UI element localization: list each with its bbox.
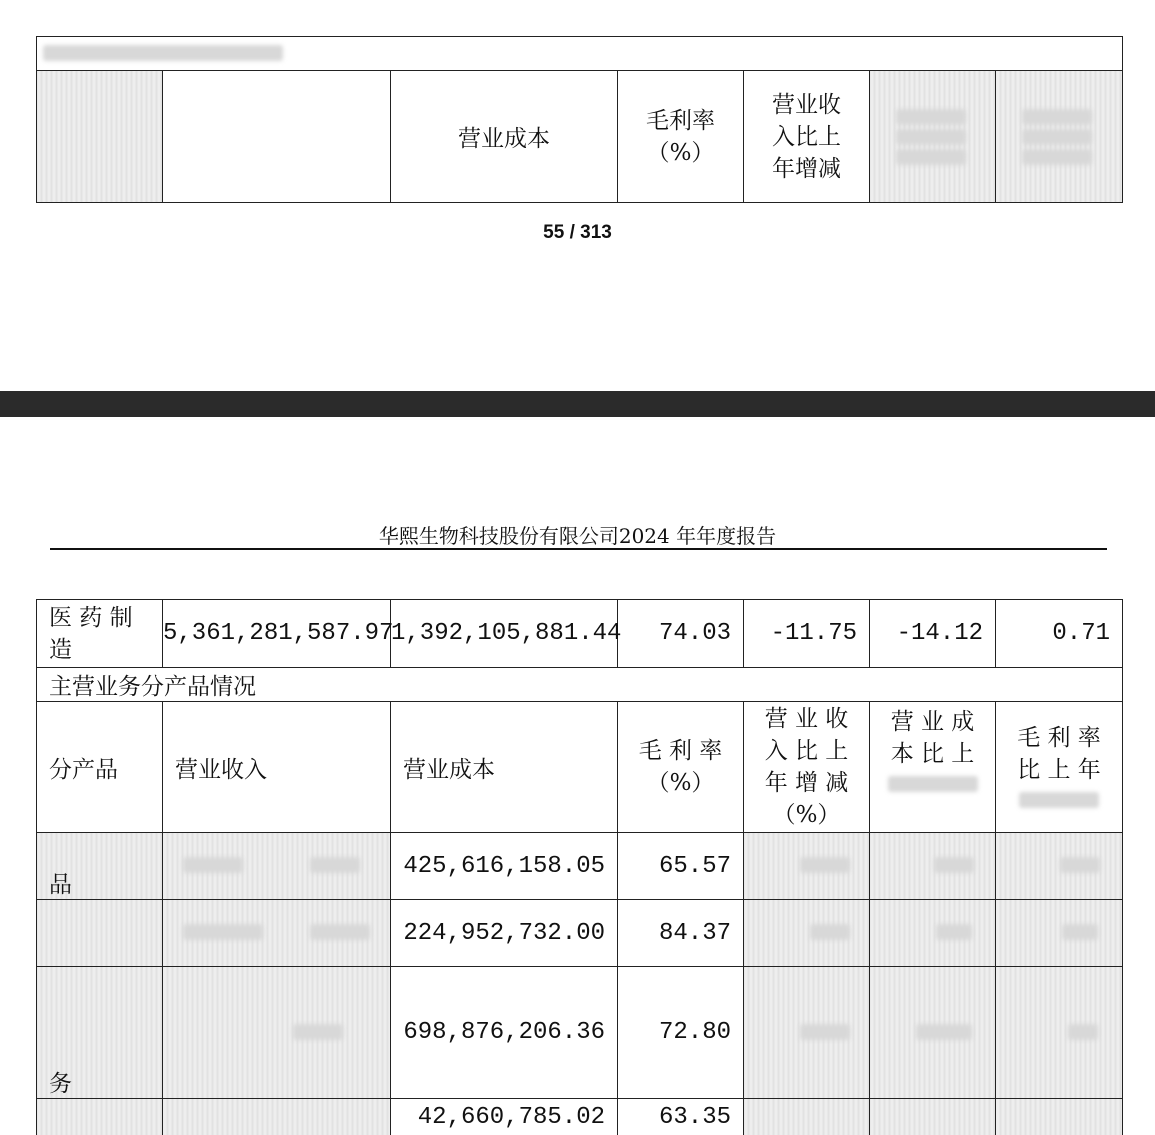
header-cost-change-line1: 营 业 成 [890, 709, 975, 735]
redacted-smudge [1068, 1024, 1098, 1040]
product-cost-change-redacted [870, 833, 996, 900]
redacted-smudge [1019, 792, 1099, 808]
redacted-smudge [310, 857, 360, 873]
product-row [37, 967, 1123, 1099]
product-cost-change-redacted [870, 967, 996, 1099]
industry-cost: 1,392,105,881.44 [391, 600, 618, 668]
product-revenue-redacted [163, 833, 391, 900]
header-gross-margin-line2: （%） [646, 770, 715, 796]
product-cost: 224,952,732.00 [391, 900, 618, 967]
redacted-smudge [293, 1024, 343, 1040]
industry-cost-change: -14.12 [870, 600, 996, 668]
product-cost: 42,660,785.02 [391, 1099, 618, 1135]
industry-label [37, 600, 163, 668]
report-header: 华熙生物科技股份有限公司2024 年年度报告 [378, 524, 777, 548]
product-revenue-redacted [163, 1099, 391, 1135]
product-header-row [37, 702, 1123, 833]
header-margin-change-line2: 比 上 年 [1017, 757, 1101, 783]
product-margin-change-redacted [996, 967, 1123, 1099]
industry-row [37, 600, 1123, 668]
top-header-revenue-change [744, 71, 870, 203]
top-header-cell-blurred [996, 71, 1123, 203]
product-gross-margin: 63.35 [618, 1099, 744, 1135]
industry-label-line2: 造 [49, 636, 72, 663]
top-header-cell-blurred [37, 71, 163, 203]
product-cost: 698,876,206.36 [391, 967, 618, 1099]
product-cost: 425,616,158.05 [391, 833, 618, 900]
redacted-smudge [888, 776, 978, 792]
redacted-smudge [916, 1024, 972, 1040]
product-margin-change-redacted [996, 900, 1123, 967]
product-cost-change-redacted [870, 1099, 996, 1135]
top-header-revenue-change-line3: 年增减 [772, 155, 841, 182]
redacted-smudge [934, 857, 974, 873]
header-revenue-change [744, 702, 870, 833]
redacted-smudge [896, 109, 966, 125]
redacted-smudge [896, 149, 966, 165]
page-number: 55 / 313 [543, 222, 612, 243]
product-row [37, 1099, 1123, 1135]
header-revenue-change-line3: 年 增 减 [764, 770, 849, 796]
product-margin-change-redacted [996, 833, 1123, 900]
product-label: 品 [37, 833, 163, 900]
section-title-row [37, 668, 1123, 702]
top-table-blank-cell [37, 37, 1123, 71]
industry-margin-change: 0.71 [996, 600, 1123, 668]
product-revenue-redacted [163, 900, 391, 967]
header-cost-change [870, 702, 996, 833]
header-cost: 营业成本 [391, 702, 618, 833]
product-revenue-change-redacted [744, 967, 870, 1099]
product-gross-margin: 84.37 [618, 900, 744, 967]
industry-gross-margin: 74.03 [618, 600, 744, 668]
redacted-smudge [1062, 924, 1098, 940]
product-label [37, 900, 163, 967]
product-revenue-change-redacted [744, 833, 870, 900]
top-header-gross-margin [618, 71, 744, 203]
industry-revenue: 5,361,281,587.97 [163, 600, 391, 668]
main-business-table [36, 599, 1123, 1135]
page-divider [0, 391, 1155, 417]
redacted-smudge [1060, 857, 1100, 873]
header-gross-margin-line1: 毛 利 率 [638, 738, 723, 764]
header-cost-change-line2: 本 比 上 [890, 741, 975, 767]
redacted-smudge [1022, 109, 1092, 125]
header-revenue-change-line1: 营 业 收 [764, 706, 849, 732]
top-table-header-row [37, 71, 1123, 203]
redacted-smudge [810, 924, 850, 940]
header-gross-margin [618, 702, 744, 833]
header-rule [50, 548, 1107, 550]
header-revenue: 营业收入 [163, 702, 391, 833]
product-label [37, 1099, 163, 1135]
product-revenue-change-redacted [744, 900, 870, 967]
top-page-table [36, 36, 1123, 203]
top-header-cell-blank [163, 71, 391, 203]
redacted-smudge [936, 924, 972, 940]
industry-label-line1: 医 药 制 [49, 604, 133, 631]
product-gross-margin: 65.57 [618, 833, 744, 900]
top-table-blank-row [37, 37, 1123, 71]
header-product: 分产品 [37, 702, 163, 833]
redacted-smudge [183, 924, 263, 940]
top-header-cell-blurred [870, 71, 996, 203]
redacted-smudge [310, 924, 370, 940]
redacted-smudge [1022, 149, 1092, 165]
redacted-smudge [183, 857, 243, 873]
redacted-smudge [800, 857, 850, 873]
header-revenue-change-line4: （%） [772, 802, 841, 828]
header-revenue-change-line2: 入 比 上 [764, 738, 849, 764]
top-header-gross-margin-line2: （%） [646, 139, 715, 166]
industry-revenue-change: -11.75 [744, 600, 870, 668]
product-cost-change-redacted [870, 900, 996, 967]
product-row [37, 900, 1123, 967]
product-margin-change-redacted [996, 1099, 1123, 1135]
top-header-cost: 营业成本 [391, 71, 618, 203]
redacted-smudge [43, 45, 283, 61]
redacted-smudge [800, 1024, 850, 1040]
section-title: 主营业务分产品情况 [37, 668, 1123, 702]
product-row [37, 833, 1123, 900]
top-header-gross-margin-line1: 毛利率 [646, 107, 715, 134]
header-margin-change [996, 702, 1123, 833]
product-revenue-change-redacted [744, 1099, 870, 1135]
redacted-smudge [896, 129, 966, 145]
top-header-revenue-change-line1: 营业收 [772, 91, 841, 118]
product-label: 务 [37, 967, 163, 1099]
product-revenue-redacted [163, 967, 391, 1099]
product-gross-margin: 72.80 [618, 967, 744, 1099]
header-margin-change-line1: 毛 利 率 [1017, 725, 1101, 751]
redacted-smudge [1022, 129, 1092, 145]
top-header-revenue-change-line2: 入比上 [772, 123, 841, 150]
